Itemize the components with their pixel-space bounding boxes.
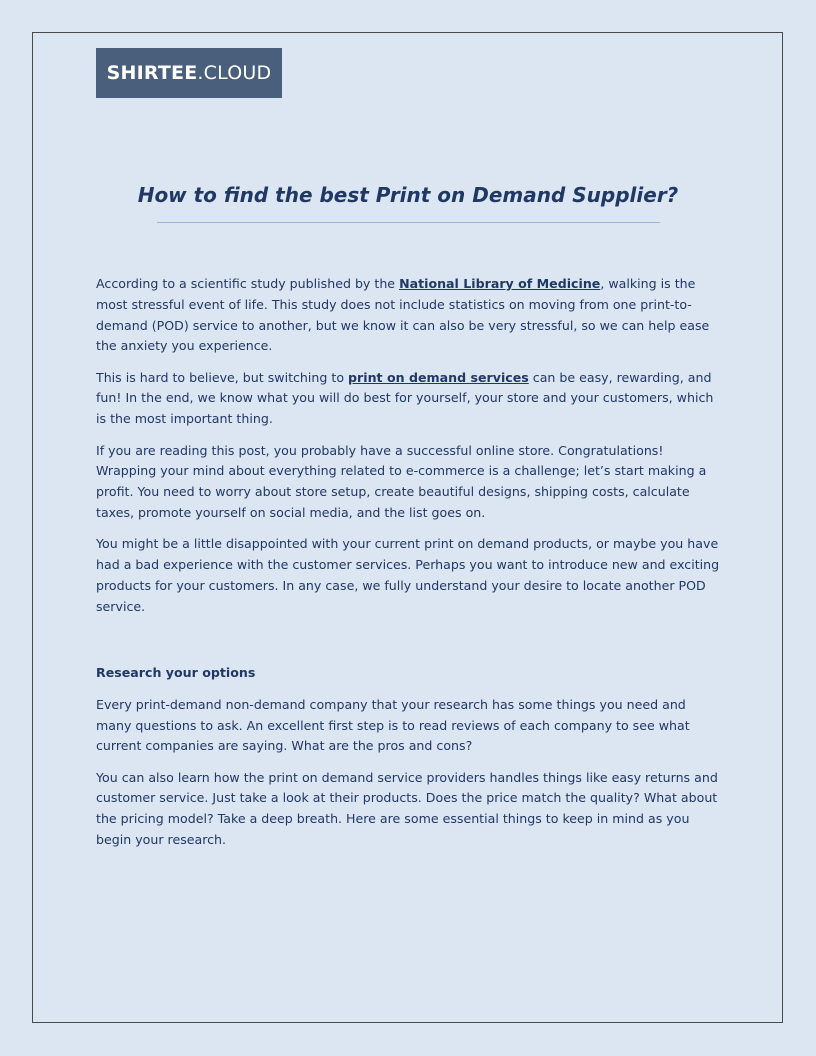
logo-dot: .	[197, 62, 204, 84]
paragraph-store: If you are reading this post, you probably have a successful online store. Congratulations! Wrapping your mind about everything related to e-commerce is a challenge; let’s start making a profit. You need to worry about store setup, create beautiful designs, shipping costs, calculate taxes, promote yourself on social media, and the list goes on.	[96, 442, 707, 520]
shirtee-cloud-logo[interactable]	[96, 48, 282, 98]
paragraph-intro: According to a scientific study published by the National Library of Medicine, walking is the most stressful event of life. This study does not include statistics on moving from one print-to-demand (POD) service to another, but we know it can also be very stressful, so we can help ease the anxiety you experience.	[96, 276, 710, 354]
paragraph-providers: You can also learn how the print on demand service providers handles things like easy returns and customer service. Just take a look at their products. Does the price match the quality? What about the pricing model? Take a deep breath. Here are some essential things to keep in mind as you begin your research.	[96, 769, 718, 848]
logo-brand-light: CLOUD	[203, 62, 272, 84]
paragraph-switching: This is hard to believe, but switching to print on demand services can be easy, rewarding, and fun! In the end, we know what you will do best for yourself, your store and your customers, which is the most important thing.	[96, 369, 714, 427]
section-heading-research: Research your options	[96, 665, 256, 681]
document-body	[96, 274, 723, 861]
paragraph-research: Every print-demand non-demand company that your research has some things you need and many questions to ask. An excellent first step is to read reviews of each company to see what current companies are saying. What are the pros and cons?	[96, 696, 690, 754]
paragraph-disappointed: You might be a little disappointed with your current print on demand products, or maybe you have had a bad experience with the customer services. Perhaps you want to introduce new and exciting products for your customers. In any case, we fully understand your desire to locate another POD service.	[96, 536, 720, 614]
logo-brand-bold: SHIRTEE	[106, 62, 198, 84]
document-title: How to find the best Print on Demand Supplier?	[137, 183, 679, 207]
print-on-demand-services-link[interactable]: print on demand services	[348, 369, 529, 385]
title-underline-rule	[157, 222, 660, 223]
national-library-of-medicine-link[interactable]: National Library of Medicine	[399, 276, 601, 291]
